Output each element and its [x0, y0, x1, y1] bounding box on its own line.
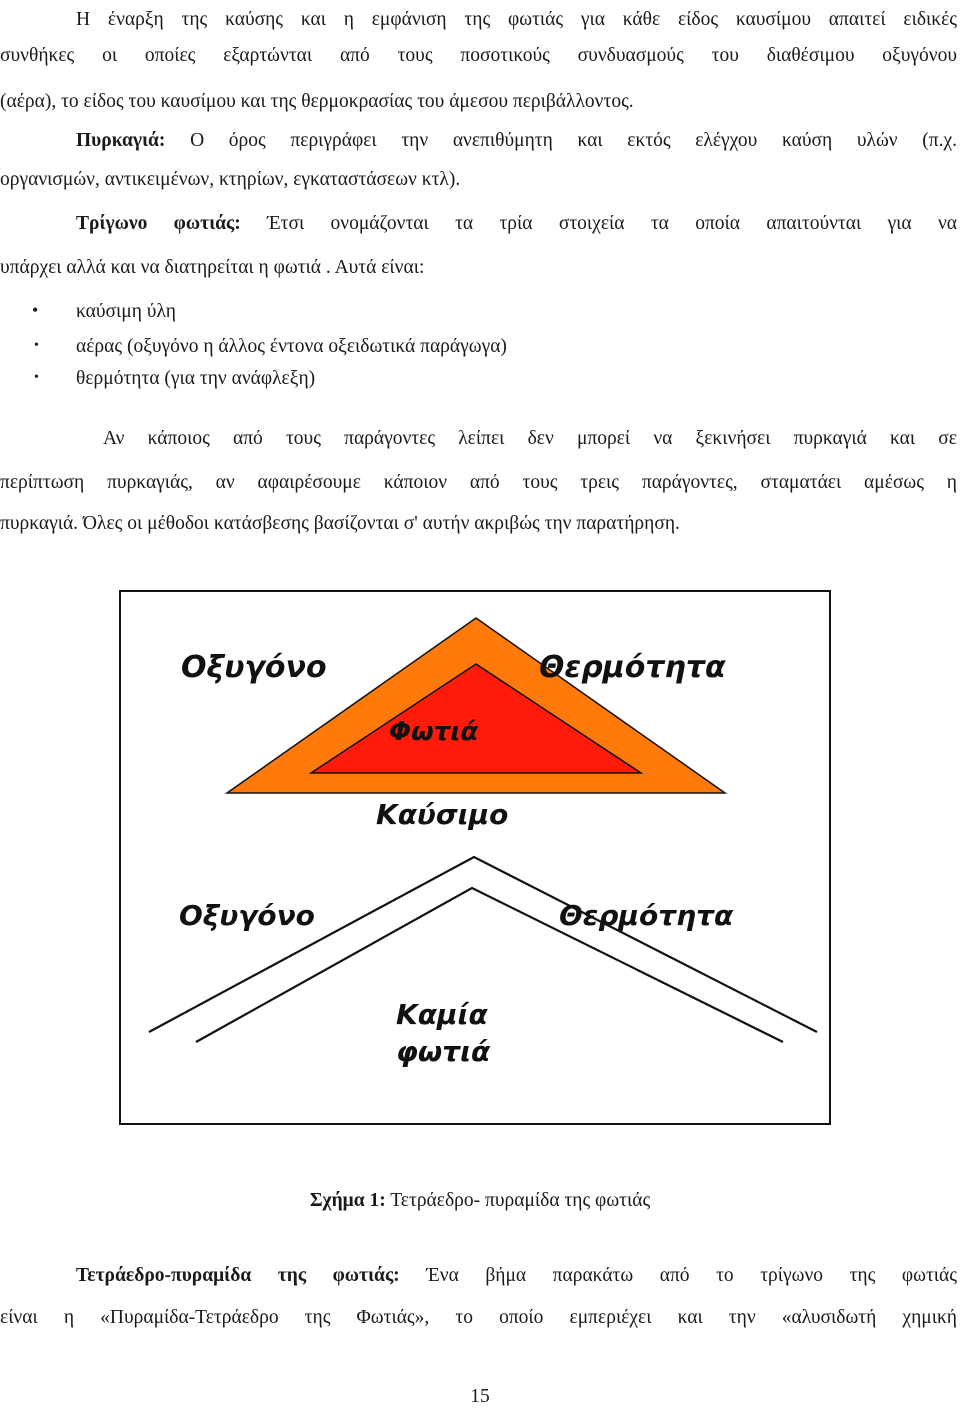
- label-oxygen-bottom: Οξυγόνο: [179, 899, 315, 932]
- label-heat-bottom: Θερμότητα: [559, 899, 734, 932]
- label-no-fire-2: φωτιά: [396, 1035, 491, 1068]
- fire-triangle-figure: [119, 590, 831, 1125]
- definition-fire-line-2: οργανισμών, αντικειμένων, κτηρίων, εγκαταστάσεων κτλ).: [0, 169, 461, 190]
- label-no-fire-1: Καμία: [396, 998, 488, 1031]
- label-oxygen-top: Οξυγόνο: [181, 650, 327, 685]
- paragraph-factors-line-3: πυρκαγιά. Όλες οι μέθοδοι κατάσβεσης βασίζονται σ' αυτήν ακριβώς την παρατήρηση.: [0, 513, 680, 534]
- definition-triangle-line-1: [0, 212, 957, 236]
- bullet-item: καύσιμη ύλη: [76, 301, 176, 322]
- label-heat-top: Θερμότητα: [539, 650, 726, 685]
- text: Η έναρξη της καύσης και η εμφάνιση της φωτιάς για κάθε είδος καυσίμου απαιτεί ειδικές: [76, 9, 957, 30]
- caption-label: Σχήμα 1:: [309, 1190, 386, 1211]
- bullet-icon: •: [34, 370, 39, 385]
- figure-caption: [0, 1190, 960, 1212]
- definition-triangle-text: Έτσι ονομάζονται τα τρία στοιχεία τα οποία απαιτούνται για να: [267, 213, 958, 234]
- definition-fire-text: Ο όρος περιγράφει την ανεπιθύμητη και εκτός ελέγχου καύση υλών (π.χ.: [190, 130, 958, 151]
- page-number: 15: [470, 1386, 490, 1407]
- caption-text: Τετράεδρο- πυραμίδα της φωτιάς: [390, 1190, 651, 1211]
- bullet-item: αέρας (οξυγόνο η άλλος έντονα οξειδωτικά παράγωγα): [76, 336, 507, 357]
- definition-pyramid-line-1: [0, 1264, 957, 1288]
- label-fuel: Καύσιμο: [376, 798, 509, 831]
- bullet-icon: •: [34, 338, 39, 353]
- text: Αν κάποιος από τους παράγοντες λείπει δεν μπορεί να ξεκινήσει πυρκαγιά και σε: [103, 428, 957, 449]
- term-fire-pyramid: Τετράεδρο-πυραμίδα της φωτιάς:: [76, 1265, 400, 1286]
- term-fire: Πυρκαγιά:: [76, 130, 166, 151]
- definition-fire-line-1: [0, 129, 957, 153]
- bullet-item: θερμότητα (για την ανάφλεξη): [76, 368, 316, 389]
- definition-pyramid-line-2: είναι η «Πυραμίδα-Τετράεδρο της Φωτιάς», το οποίο εμπεριέχει και την «αλυσιδωτή χημική: [0, 1307, 957, 1328]
- term-fire-triangle: Τρίγωνο φωτιάς:: [76, 213, 241, 234]
- paragraph-intro-line-2: συνθήκες οι οποίες εξαρτώνται από τους ποσοτικούς συνδυασμούς του διαθέσιμου οξυγόνου: [0, 45, 957, 66]
- definition-pyramid-text: Ένα βήμα παρακάτω από το τρίγωνο της φωτιάς: [426, 1265, 957, 1286]
- paragraph-intro-line-3: (αέρα), το είδος του καυσίμου και της θερμοκρασίας του άμεσου περιβάλλοντος.: [0, 91, 634, 112]
- paragraph-factors-line-1: [0, 427, 957, 451]
- fire-triangle-diagram: [121, 592, 828, 1122]
- label-fire: Φωτιά: [389, 717, 479, 747]
- paragraph-factors-line-2: περίπτωση πυρκαγιάς, αν αφαιρέσουμε κάποιον από τους τρεις παράγοντες, σταματάει αμέσως η: [0, 472, 957, 493]
- definition-triangle-line-2: υπάρχει αλλά και να διατηρείται η φωτιά . Αυτά είναι:: [0, 257, 425, 278]
- paragraph-intro-line-1: [0, 8, 957, 32]
- bullet-icon: •: [32, 300, 39, 320]
